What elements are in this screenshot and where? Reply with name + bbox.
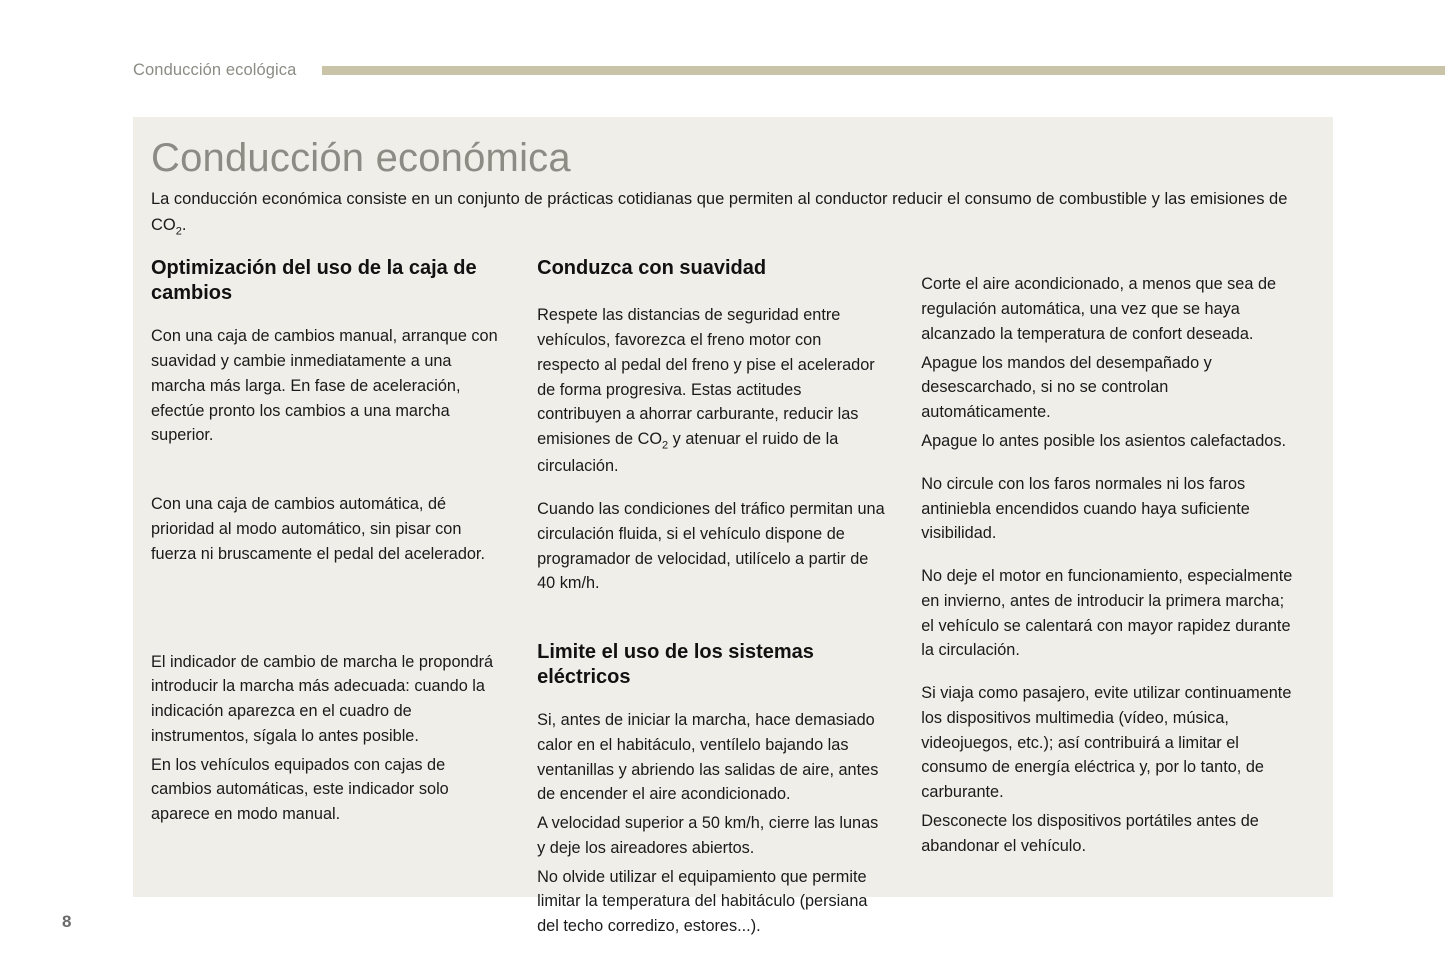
header-accent-rule: [322, 66, 1445, 75]
paragraph-automatic-gearbox: Con una caja de cambios automática, dé prioridad al modo automático, sin pisar con fuerza ni bruscamente el pedal del acelerador.: [151, 495, 485, 563]
intro-text-part2: .: [181, 215, 187, 234]
paragraph-close-windows: A velocidad superior a 50 km/h, cierre las lunas y deje los aireadores abiertos.: [537, 814, 879, 857]
column3-top-spacer: [921, 256, 1293, 272]
column-electrical-tips: [921, 256, 1293, 939]
paragraph-safety-distance: [537, 303, 887, 479]
paragraph-passenger-multimedia: Si viaja como pasajero, evite utilizar continuamente los dispositivos multimedia (vídeo, música, videojuegos, etc.); así contribuirá a limitar el consumo de energía eléctrica y, por lo tanto, de carburante.: [921, 684, 1292, 802]
column1-spacer: [151, 622, 501, 650]
page-header: [133, 56, 1445, 84]
paragraph-safety-distance-part1: Respete las distancias de seguridad entre vehículos, favorezca el freno motor con respecto al pedal del freno y pise el acelerador de forma progresiva. Estas actitudes contribuyen a ahorrar carburante, reducir las emisiones de CO: [537, 306, 875, 449]
content-panel: [133, 117, 1333, 936]
paragraph-manual-mode-indicator: En los vehículos equipados con cajas de cambios automáticas, este indicador solo aparece en modo manual.: [151, 755, 449, 824]
paragraph-heated-seats: Apague lo antes posible los asientos calefactados.: [921, 432, 1287, 450]
heading-drive-smoothly: Conduzca con suavidad: [537, 257, 767, 280]
page-title: Conducción económica: [151, 136, 571, 180]
paragraph-cabin-temperature-equipment: No olvide utilizar el equipamiento que permite limitar la temperatura del habitáculo (persiana del techo corredizo, estores...).: [537, 867, 868, 936]
heading-limit-electrical-systems: Limite el uso de los sistemas eléctricos: [537, 641, 814, 689]
paragraph-headlights: No circule con los faros normales ni los faros antiniebla encendidos cuando haya suficiente visibilidad.: [921, 474, 1250, 543]
paragraph-portable-devices: Desconecte los dispositivos portátiles antes de abandonar el vehículo.: [921, 811, 1259, 855]
paragraph-cruise-control: Cuando las condiciones del tráfico permitan una circulación fluida, si el vehículo dispone de programador de velocidad, utilícelo a partir de 40 km/h.: [537, 499, 885, 593]
page-number: 8: [62, 912, 72, 931]
section-label: Conducción ecológica: [133, 60, 297, 79]
paragraph-ventilate-cabin: Si, antes de iniciar la marcha, hace demasiado calor en el habitáculo, ventílelo bajando las ventanillas y abriendo las salidas de aire, antes de encender el aire acondicionado.: [537, 711, 879, 804]
intro-paragraph: [142, 187, 1293, 240]
paragraph-gear-indicator: El indicador de cambio de marcha le propondrá introducir la marcha más adecuada: cuando la indicación aparezca en el cuadro de instrumentos, sígala lo antes posible.: [151, 652, 494, 745]
intro-subscript: 2: [175, 224, 182, 237]
paragraph-air-conditioning: Corte el aire acondicionado, a menos que sea de regulación automática, una vez que se haya alcanzado la temperatura de confort deseada.: [921, 275, 1277, 343]
co2-subscript: 2: [662, 439, 669, 452]
paragraph-demisting-controls: Apague los mandos del desempañado y desescarchado, si no se controlan automáticamente.: [921, 353, 1212, 422]
paragraph-safety-distance-part2: y atenuar el ruido de la circulación.: [537, 430, 839, 476]
paragraph-engine-idling: No deje el motor en funcionamiento, especialmente en invierno, antes de introducir la primera marcha; el vehículo se calentará con mayor rapidez durante la circulación.: [921, 567, 1293, 660]
intro-text-part1: La conducción económica consiste en un conjunto de prácticas cotidianas que permiten al conductor reducir el consumo de combustible y las emisiones de CO: [151, 190, 1288, 234]
column-smooth-driving: [537, 256, 921, 939]
heading-gearbox-optimization: Optimización del uso de la caja de cambios: [151, 257, 477, 305]
column-gearbox: [151, 256, 537, 939]
paragraph-manual-gearbox: Con una caja de cambios manual, arranque con suavidad y cambie inmediatamente a una marcha más larga. En fase de aceleración, efectúe pronto los cambios a una marcha superior.: [151, 327, 498, 445]
columns-container: [142, 256, 1293, 939]
